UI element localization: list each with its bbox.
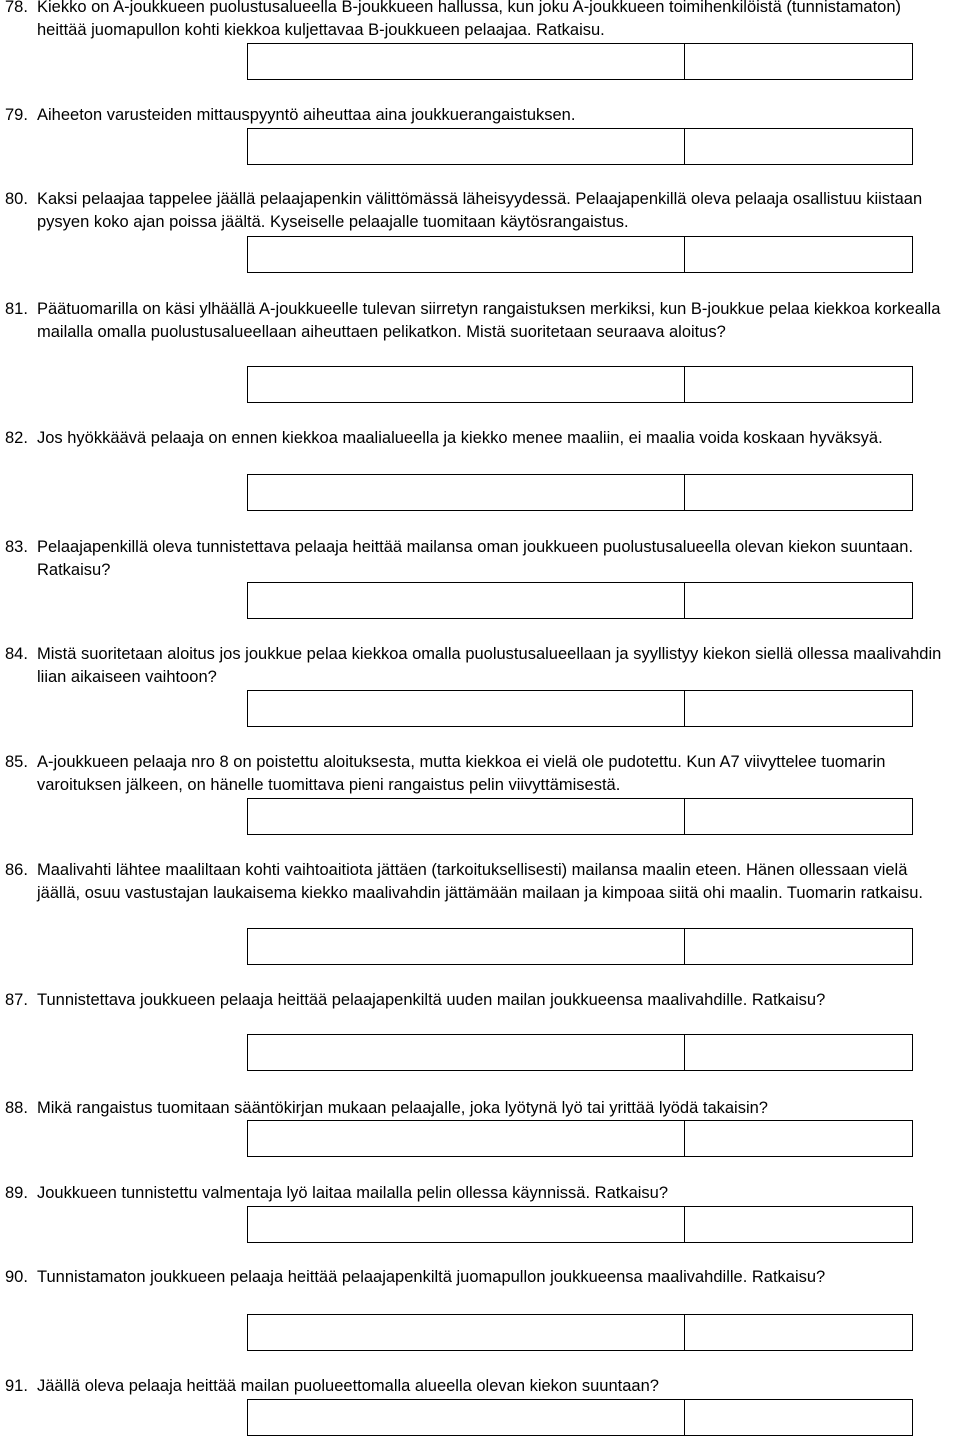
answer-box[interactable] <box>247 928 685 965</box>
question-text: Tunnistettava joukkueen pelaaja heittää pelaajapenkiltä uuden mailan joukkueensa maalivahdille. Ratkaisu? <box>37 991 826 1009</box>
question-text: Jos hyökkäävä pelaaja on ennen kiekkoa maalialueella ja kiekko menee maaliin, ei maalia voida koskaan hyväksyä. <box>37 429 883 447</box>
question-number: 80. <box>5 190 28 208</box>
score-box[interactable] <box>684 690 913 727</box>
question-text: Mikä rangaistus tuomitaan sääntökirjan mukaan pelaajalle, joka lyötynä lyö tai yrittää lyödä takaisin? <box>37 1099 768 1117</box>
answer-box[interactable] <box>247 474 685 511</box>
question-number: 90. <box>5 1268 28 1286</box>
answer-box[interactable] <box>247 690 685 727</box>
question-text: Tunnistamaton joukkueen pelaaja heittää pelaajapenkiltä juomapullon joukkueensa maalivahdille. Ratkaisu? <box>37 1268 826 1286</box>
score-box[interactable] <box>684 236 913 273</box>
question-number: 88. <box>5 1099 28 1117</box>
answer-box[interactable] <box>247 582 685 619</box>
question-text: A-joukkueen pelaaja nro 8 on poistettu aloituksesta, mutta kiekkoa ei vielä ole pudotettu. Kun A7 viivyttelee tuomarin varoituksen jälkeen, on hänelle tuomittava pieni rangaistus pelin viivyttämisestä. <box>37 753 886 794</box>
answer-box[interactable] <box>247 1206 685 1243</box>
question-number: 83. <box>5 538 28 556</box>
question-text: Pelaajapenkillä oleva tunnistettava pelaaja heittää mailansa oman joukkueen puolustusalueella olevan kiekon suuntaan. Ratkaisu? <box>37 538 914 579</box>
answer-box[interactable] <box>247 798 685 835</box>
question-text: Kaksi pelaajaa tappelee jäällä pelaajapenkin välittömässä läheisyydessä. Pelaajapenkillä oleva pelaaja osallistuu kiistaan pysyen koko ajan poissa jäältä. Kyseiselle pelaajalle tuomitaan käytösrangaistus. <box>37 190 923 231</box>
question-text: Maalivahti lähtee maaliltaan kohti vaihtoaitiota jättäen (tarkoituksellisesti) mailansa maalin eteen. Hänen ollessaan vielä jäällä, osuu vastustajan laukaisema kiekko maalivahdin jättämään mailaan ja kimpoaa siitä ohi maalin. Tuomarin ratkaisu. <box>37 861 923 902</box>
score-box[interactable] <box>684 1034 913 1071</box>
question-text: Kiekko on A-joukkueen puolustusalueella B-joukkueen hallussa, kun joku A-joukkueen toimihenkilöistä (tunnistamaton) heittää juomapullon kohti kiekkoa kuljettavaa B-joukkueen pelaajaa. Ratkaisu. <box>37 0 902 39</box>
score-box[interactable] <box>684 1206 913 1243</box>
question-number: 84. <box>5 645 28 663</box>
question-number: 85. <box>5 753 28 771</box>
question-number: 91. <box>5 1377 28 1395</box>
score-box[interactable] <box>684 928 913 965</box>
question-text: Aiheeton varusteiden mittauspyyntö aiheuttaa aina joukkuerangaistuksen. <box>37 106 576 124</box>
score-box[interactable] <box>684 1399 913 1436</box>
question-text: Jäällä oleva pelaaja heittää mailan puolueettomalla alueella olevan kiekon suuntaan? <box>37 1377 659 1395</box>
answer-box[interactable] <box>247 1399 685 1436</box>
score-box[interactable] <box>684 798 913 835</box>
question-number: 86. <box>5 861 28 879</box>
score-box[interactable] <box>684 1120 913 1157</box>
score-box[interactable] <box>684 582 913 619</box>
score-box[interactable] <box>684 366 913 403</box>
score-box[interactable] <box>684 128 913 165</box>
question-number: 87. <box>5 991 28 1009</box>
answer-box[interactable] <box>247 1034 685 1071</box>
score-box[interactable] <box>684 1314 913 1351</box>
question-text: Mistä suoritetaan aloitus jos joukkue pelaa kiekkoa omalla puolustusalueellaan ja syyllistyy kiekon siellä ollessa maalivahdin liian aikaiseen vaihtoon? <box>37 645 942 686</box>
question-number: 79. <box>5 106 28 124</box>
question-text: Joukkueen tunnistettu valmentaja lyö laitaa mailalla pelin ollessa käynnissä. Ratkaisu? <box>37 1184 669 1202</box>
question-number: 82. <box>5 429 28 447</box>
answer-box[interactable] <box>247 1120 685 1157</box>
answer-box[interactable] <box>247 366 685 403</box>
answer-box[interactable] <box>247 43 685 80</box>
question-number: 78. <box>5 0 28 16</box>
score-box[interactable] <box>684 474 913 511</box>
score-box[interactable] <box>684 43 913 80</box>
answer-box[interactable] <box>247 1314 685 1351</box>
answer-box[interactable] <box>247 128 685 165</box>
answer-box[interactable] <box>247 236 685 273</box>
question-number: 81. <box>5 300 28 318</box>
question-number: 89. <box>5 1184 28 1202</box>
question-text: Päätuomarilla on käsi ylhäällä A-joukkueelle tulevan siirretyn rangaistuksen merkiksi, kun B-joukkue pelaa kiekkoa korkealla mailalla omalla puolustusalueellaan aiheuttaen pelikatkon. Mistä suoritetaan seuraava aloitus? <box>37 300 941 341</box>
